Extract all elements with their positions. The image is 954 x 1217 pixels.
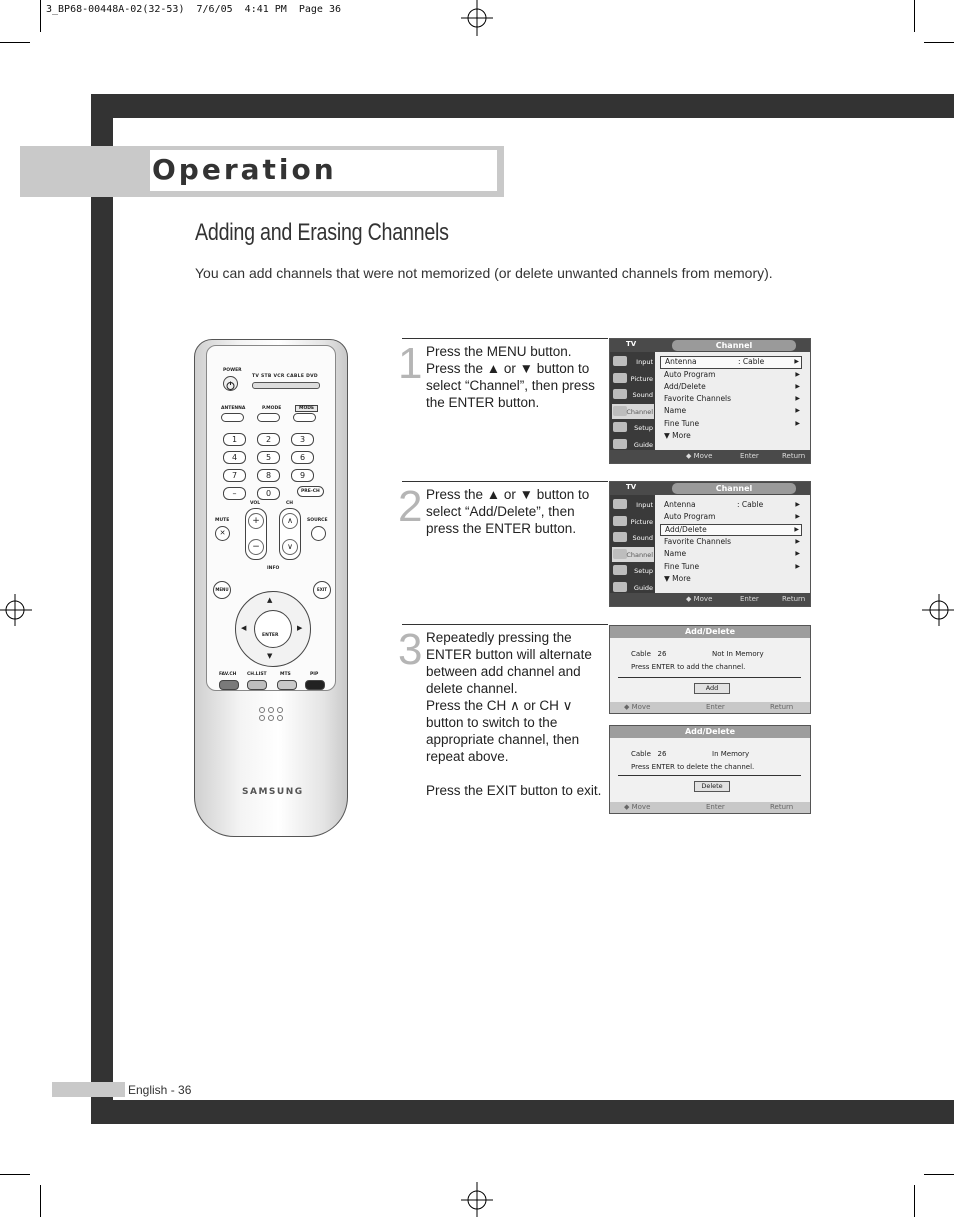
dialog-heading: Add/Delete <box>610 626 810 638</box>
power-icon <box>224 379 237 392</box>
registration-mark-bottom <box>457 1182 497 1217</box>
osd-menu-row: Fine Tune ▶ <box>664 418 800 428</box>
pmode-label: P.MODE <box>262 406 282 411</box>
osd-menu-row: Add/Delete ▶ <box>660 524 802 537</box>
vol-label: VOL <box>250 501 261 506</box>
dialog-action-button: Add <box>694 683 730 694</box>
osd-menu-row: Name ▶ <box>664 549 800 559</box>
menu-category-icon <box>613 582 627 592</box>
osd-menu-row: Antenna : Cable ▶ <box>660 356 802 369</box>
osd-sidebar <box>610 352 655 450</box>
page-title: Adding and Erasing Channels <box>195 219 449 246</box>
osd-menu-list <box>660 499 802 585</box>
chlist-button <box>247 680 267 690</box>
step-number: 2 <box>398 482 423 531</box>
crop-mark <box>0 42 30 43</box>
dialog-channel: Cable 26 <box>631 750 667 758</box>
osd-tv-label: TV <box>626 340 637 348</box>
osd-sidebar-item: Input <box>612 497 654 512</box>
arrow-right-icon: ▶ <box>795 501 800 508</box>
mode-button: MODE <box>295 405 318 412</box>
prech-button: PRE-CH <box>297 486 324 497</box>
osd-sidebar-item: Channel <box>612 547 654 562</box>
section-title: Operation <box>152 153 337 186</box>
enter-label: ENTER <box>262 633 279 638</box>
arrow-right-icon: ▶ <box>795 538 800 546</box>
menu-category-icon <box>613 499 627 509</box>
digit-key: 7 <box>223 469 246 482</box>
menu-category-icon <box>613 422 627 432</box>
digit-key: 4 <box>223 451 246 464</box>
right-arrow-icon: ▶ <box>297 624 303 632</box>
volume-rocker <box>245 508 267 560</box>
osd-menu-list <box>660 356 802 442</box>
arrow-right-icon: ▶ <box>795 407 800 415</box>
registration-mark-right <box>922 590 954 630</box>
osd-sidebar-item: Setup <box>612 563 654 578</box>
registration-mark-top <box>457 0 497 36</box>
menu-category-icon <box>613 439 627 449</box>
crop-mark <box>924 42 954 43</box>
page-frame-bottom <box>91 1100 954 1124</box>
antenna-label: ANTENNA <box>221 406 246 411</box>
menu-category-icon <box>613 373 627 383</box>
dialog-footer: ◆ Move Enter Return <box>610 802 810 813</box>
osd-sidebar-item: Guide <box>612 580 654 595</box>
channel-menu-screen-add-delete <box>609 481 811 607</box>
mts-label: MTS <box>280 672 291 677</box>
menu-category-icon <box>613 516 627 526</box>
arrow-right-icon: ▶ <box>795 550 800 558</box>
step-text: Repeatedly pressing the ENTER button will alternate between add channel and delete channel. Press the CH ∧ or CH ∨ button to switch to the appropriate channel, then repeat above. Press the EXIT button to exit. <box>426 630 602 798</box>
osd-title-bar <box>610 482 810 495</box>
dialog-divider <box>618 775 801 776</box>
arrow-right-icon: ▶ <box>795 395 800 403</box>
up-arrow-icon: ▲ <box>267 596 273 604</box>
osd-sidebar-item: Input <box>612 354 654 369</box>
dialog-prompt: Press ENTER to delete the channel. <box>631 763 755 771</box>
mute-label: MUTE <box>215 518 230 523</box>
osd-menu-row: Auto Program ▶ <box>664 369 800 379</box>
dialog-heading: Add/Delete <box>610 726 810 738</box>
crop-mark <box>40 0 41 32</box>
mode-selector <box>252 382 320 389</box>
digit-key: 6 <box>291 451 314 464</box>
dialog-divider <box>618 677 801 678</box>
crop-mark <box>0 1174 30 1175</box>
mute-icon: ✕ <box>215 526 230 541</box>
crop-mark <box>924 1174 954 1175</box>
osd-menu-row: Antenna : Cable ▶ <box>664 500 800 509</box>
favch-label: FAV.CH <box>219 672 237 677</box>
menu-category-icon <box>613 532 627 542</box>
osd-footer: ◆ Move Enter Return <box>610 450 810 463</box>
step-text: Press the MENU button. Press the ▲ or ▼ button to select “Channel”, then press the ENTER button. <box>426 344 595 410</box>
printer-slug: 3_BP68-00448A-02(32-53) 7/6/05 4:41 PM Page 36 <box>46 4 342 15</box>
mode-key <box>293 413 316 422</box>
channel-down-icon: ∨ <box>282 539 298 555</box>
digit-key: 9 <box>291 469 314 482</box>
osd-sidebar <box>610 495 655 593</box>
osd-sidebar-item: Guide <box>612 437 654 452</box>
mode-labels: TV STB VCR CABLE DVD <box>252 374 318 379</box>
footer-bar <box>52 1082 125 1097</box>
power-button <box>223 376 238 391</box>
volume-up-icon: + <box>248 513 264 529</box>
arrow-right-icon: ▶ <box>794 525 799 533</box>
ch-label: CH <box>286 501 294 506</box>
digit-key: 2 <box>257 433 280 446</box>
crop-mark <box>914 0 915 32</box>
menu-category-icon <box>613 565 627 575</box>
osd-heading: Channel <box>672 483 796 494</box>
source-label: SOURCE <box>307 518 328 523</box>
pip-button <box>305 680 325 690</box>
arrow-right-icon: ▶ <box>795 370 800 378</box>
osd-tv-label: TV <box>626 483 637 491</box>
dialog-channel: Cable 26 <box>631 650 667 658</box>
arrow-right-icon: ▶ <box>795 382 800 390</box>
remote-button-panel <box>206 345 336 691</box>
page-frame-left <box>91 94 113 1124</box>
channel-up-icon: ∧ <box>282 513 298 529</box>
down-arrow-icon: ▼ <box>267 652 273 660</box>
osd-sidebar-item: Picture <box>612 514 654 529</box>
dialog-status: In Memory <box>712 750 750 758</box>
step-number: 3 <box>398 625 423 674</box>
page-number: English - 36 <box>128 1083 192 1097</box>
digit-key: 8 <box>257 469 280 482</box>
chlist-label: CH.LIST <box>247 672 267 677</box>
navigation-ring <box>235 591 311 667</box>
osd-menu-row: Auto Program ▶ <box>664 512 800 522</box>
osd-title-bar <box>610 339 810 352</box>
pip-label: PIP <box>310 672 319 677</box>
osd-heading: Channel <box>672 340 796 351</box>
intro-text: You can add channels that were not memorized (or delete unwanted channels from memory). <box>195 265 773 281</box>
menu-category-icon <box>613 406 627 416</box>
step-rule <box>402 624 608 625</box>
step-number: 1 <box>398 339 423 388</box>
antenna-button <box>221 413 244 422</box>
dialog-status: Not In Memory <box>712 650 764 658</box>
enter-button <box>254 610 292 648</box>
favch-button <box>219 680 239 690</box>
channel-menu-screen <box>609 338 811 464</box>
pmode-button <box>257 413 280 422</box>
osd-menu-row: Favorite Channels ▶ <box>664 394 800 404</box>
volume-down-icon: − <box>248 539 264 555</box>
digit-key: 3 <box>291 433 314 446</box>
registration-mark-left <box>0 590 32 630</box>
menu-button: MENU <box>213 581 231 599</box>
info-label: INFO <box>267 566 280 571</box>
osd-sidebar-item: Sound <box>612 530 654 545</box>
digit-key: 0 <box>257 487 280 500</box>
digit-key: 1 <box>223 433 246 446</box>
osd-sidebar-item: Setup <box>612 420 654 435</box>
mts-button <box>277 680 297 690</box>
channel-rocker <box>279 508 301 560</box>
osd-menu-row: Add/Delete ▶ <box>664 381 800 391</box>
source-button <box>311 526 326 541</box>
arrow-right-icon: ▶ <box>795 562 800 570</box>
osd-sidebar-item: Channel <box>612 404 654 419</box>
osd-sidebar-item: Sound <box>612 387 654 402</box>
exit-button: EXIT <box>313 581 331 599</box>
osd-footer: ◆ Move Enter Return <box>610 593 810 606</box>
left-arrow-icon: ◀ <box>241 624 247 632</box>
dialog-action-button: Delete <box>694 781 730 792</box>
crop-mark <box>40 1185 41 1217</box>
osd-menu-row: ▼ More <box>664 573 691 583</box>
digit-key: 5 <box>257 451 280 464</box>
osd-menu-row: Fine Tune ▶ <box>664 561 800 571</box>
menu-category-icon <box>613 356 627 366</box>
dialog-footer: ◆ Move Enter Return <box>610 702 810 713</box>
page-frame-top <box>91 94 954 118</box>
digit-key: – <box>223 487 246 500</box>
menu-category-icon <box>613 389 627 399</box>
osd-menu-row: ▼ More <box>664 430 691 440</box>
crop-mark <box>914 1185 915 1217</box>
step-rule <box>402 481 608 482</box>
step-rule <box>402 338 608 339</box>
arrow-right-icon: ▶ <box>795 513 800 521</box>
osd-menu-row: Name ▶ <box>664 406 800 416</box>
arrow-right-icon: ▶ <box>794 358 799 365</box>
osd-menu-row: Favorite Channels ▶ <box>664 537 800 547</box>
osd-sidebar-item: Picture <box>612 371 654 386</box>
power-label: POWER <box>223 368 242 373</box>
remote-control-illustration <box>194 339 348 839</box>
dialog-prompt: Press ENTER to add the channel. <box>631 663 746 671</box>
add-delete-dialog-add <box>609 625 811 714</box>
step-text: Press the ▲ or ▼ button to select “Add/Delete”, then press the ENTER button. <box>426 487 590 536</box>
arrow-right-icon: ▶ <box>795 419 800 427</box>
samsung-logo: SAMSUNG <box>242 787 304 797</box>
menu-category-icon <box>613 549 627 559</box>
add-delete-dialog-delete <box>609 725 811 814</box>
